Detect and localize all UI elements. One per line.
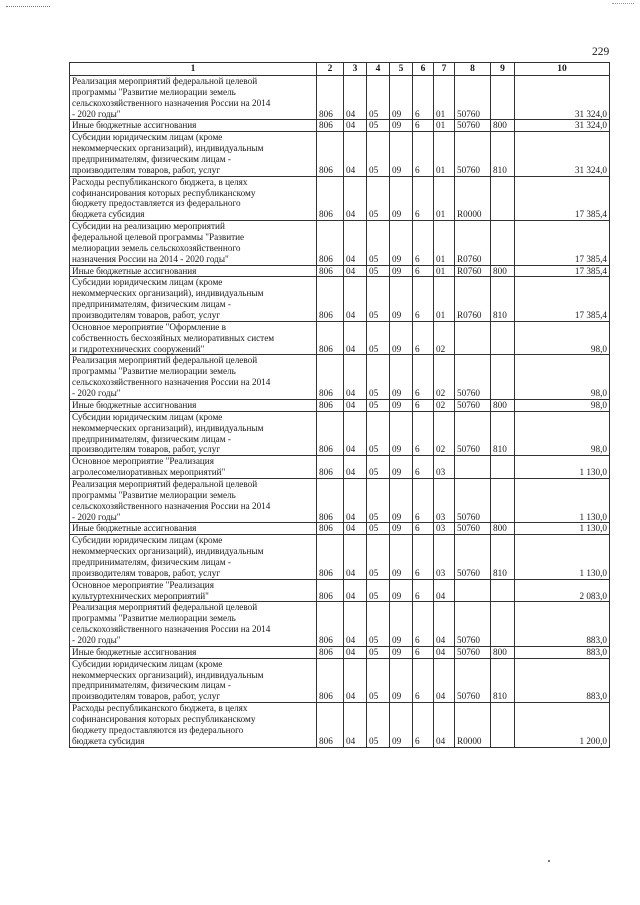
amount-cell: 1 130,0 [515,478,610,522]
expense-name-cell: Субсидии юридическим лицам (кроме некоммерческих организаций), индивидуальным предпринимателям, физическим лицам - производителям товаров, работ, услуг [70,277,317,321]
expense-name-cell: Основное мероприятие "Реализация агролесомелиоративных мероприятий" [70,456,317,479]
code-cell: 806 [317,646,344,658]
code-cell: 05 [367,646,390,658]
code-cell: 05 [367,132,390,176]
table-row [70,535,610,579]
code-cell: 09 [390,478,413,522]
code-cell: 05 [367,658,390,702]
table-row [70,478,610,522]
code-cell: 05 [367,456,390,479]
code-cell: 04 [344,535,367,579]
budget-table [69,62,610,748]
code-cell: 09 [390,703,413,747]
code-cell: 800 [491,120,515,132]
code-cell: 09 [390,221,413,265]
code-cell: 50760 [455,658,491,702]
code-cell: 09 [390,277,413,321]
column-header: 9 [491,63,515,76]
code-cell: 01 [434,76,455,120]
code-cell: 04 [344,399,367,411]
code-cell: 09 [390,411,413,455]
code-cell: 05 [367,579,390,602]
code-cell: 50760 [455,76,491,120]
code-cell: 01 [434,176,455,220]
column-header: 1 [70,63,317,76]
code-cell: 09 [390,76,413,120]
code-cell: 04 [344,176,367,220]
code-cell: 6 [413,523,434,535]
code-cell: 04 [344,411,367,455]
expense-name-cell: Реализация мероприятий федеральной целевой программы "Развитие мелиорации земель сельскохозяйственного назначения России на 2014 - 2020 годы" [70,602,317,646]
code-cell: 806 [317,579,344,602]
code-cell: R0760 [455,277,491,321]
column-header: 3 [344,63,367,76]
code-cell: 806 [317,478,344,522]
code-cell: 05 [367,355,390,399]
table-row [70,703,610,747]
code-cell: 05 [367,602,390,646]
code-cell: 05 [367,703,390,747]
column-header: 6 [413,63,434,76]
code-cell: 04 [344,132,367,176]
code-cell: R0000 [455,703,491,747]
code-cell: 6 [413,321,434,355]
expense-name-cell: Субсидии на реализацию мероприятий федеральной целевой программы "Развитие мелиорации земель сельскохозяйственного назначения России на 2014 - 2020 годы" [70,221,317,265]
code-cell: 09 [390,523,413,535]
table-row [70,602,610,646]
code-cell: 6 [413,221,434,265]
code-cell: 806 [317,277,344,321]
code-cell: 806 [317,703,344,747]
code-cell [491,176,515,220]
code-cell: 04 [434,658,455,702]
code-cell: 04 [344,658,367,702]
code-cell: 05 [367,411,390,455]
code-cell: 800 [491,265,515,277]
expense-name-cell: Реализация мероприятий федеральной целевой программы "Развитие мелиорации земель сельскохозяйственного назначения России на 2014 - 2020 годы" [70,76,317,120]
code-cell: 6 [413,703,434,747]
code-cell: 806 [317,76,344,120]
code-cell: 01 [434,277,455,321]
code-cell: 810 [491,535,515,579]
code-cell: 05 [367,478,390,522]
code-cell: 806 [317,535,344,579]
code-cell: 50760 [455,132,491,176]
table-row [70,221,610,265]
code-cell [455,321,491,355]
code-cell: 50760 [455,478,491,522]
expense-name-cell: Иные бюджетные ассигнования [70,399,317,411]
table-row [70,277,610,321]
code-cell: 6 [413,132,434,176]
table-row [70,523,610,535]
table-row [70,355,610,399]
code-cell: 50760 [455,355,491,399]
amount-cell: 98,0 [515,399,610,411]
code-cell: 806 [317,176,344,220]
page-number: 229 [592,46,610,58]
code-cell: 806 [317,658,344,702]
code-cell: 806 [317,399,344,411]
code-cell [491,579,515,602]
code-cell: 04 [344,321,367,355]
amount-cell: 31 324,0 [515,132,610,176]
expense-name-cell: Иные бюджетные ассигнования [70,265,317,277]
code-cell: 6 [413,535,434,579]
amount-cell: 17 385,4 [515,265,610,277]
code-cell: 04 [434,602,455,646]
code-cell: 05 [367,176,390,220]
code-cell: 09 [390,355,413,399]
expense-name-cell: Иные бюджетные ассигнования [70,523,317,535]
amount-cell: 31 324,0 [515,120,610,132]
code-cell: R0760 [455,265,491,277]
column-header: 10 [515,63,610,76]
code-cell: 50760 [455,411,491,455]
amount-cell: 31 324,0 [515,76,610,120]
table-row [70,132,610,176]
code-cell: 6 [413,411,434,455]
amount-cell: 98,0 [515,355,610,399]
code-cell [491,76,515,120]
code-cell: 806 [317,120,344,132]
code-cell: 04 [344,703,367,747]
amount-cell: 98,0 [515,411,610,455]
code-cell: 806 [317,221,344,265]
code-cell: 05 [367,535,390,579]
code-cell: 02 [434,321,455,355]
column-header: 8 [455,63,491,76]
code-cell: 6 [413,76,434,120]
code-cell: 6 [413,120,434,132]
code-cell [491,355,515,399]
expense-name-cell: Основное мероприятие "Реализация культуртехнических мероприятий" [70,579,317,602]
code-cell: 6 [413,658,434,702]
amount-cell: 1 200,0 [515,703,610,747]
table-header-row [70,63,610,76]
code-cell: 806 [317,602,344,646]
code-cell: 6 [413,602,434,646]
table-row [70,456,610,479]
code-cell: R0760 [455,221,491,265]
code-cell: 05 [367,399,390,411]
expense-name-cell: Иные бюджетные ассигнования [70,646,317,658]
amount-cell: 883,0 [515,658,610,702]
code-cell: 6 [413,277,434,321]
code-cell: 05 [367,120,390,132]
code-cell [491,703,515,747]
code-cell: 03 [434,456,455,479]
code-cell: 03 [434,535,455,579]
table-body [70,76,610,748]
code-cell: 04 [344,277,367,321]
code-cell [491,456,515,479]
code-cell: 806 [317,456,344,479]
code-cell: 09 [390,132,413,176]
amount-cell: 17 385,4 [515,277,610,321]
code-cell: 03 [434,523,455,535]
code-cell [491,602,515,646]
expense-name-cell: Основное мероприятие "Оформление в собственность бесхозяйных мелиоративных систем и гидротехнических сооружений" [70,321,317,355]
expense-name-cell: Иные бюджетные ассигнования [70,120,317,132]
code-cell: 09 [390,321,413,355]
code-cell: 50760 [455,120,491,132]
code-cell [455,456,491,479]
column-header: 7 [434,63,455,76]
code-cell: 09 [390,399,413,411]
code-cell: 09 [390,176,413,220]
amount-cell: 2 083,0 [515,579,610,602]
code-cell: 09 [390,535,413,579]
code-cell: 04 [344,646,367,658]
code-cell: 806 [317,321,344,355]
code-cell: 05 [367,277,390,321]
code-cell: 09 [390,120,413,132]
amount-cell: 17 385,4 [515,221,610,265]
table-row [70,579,610,602]
code-cell: 04 [434,579,455,602]
scan-artifact-mark [6,6,50,9]
column-header: 5 [390,63,413,76]
amount-cell: 883,0 [515,602,610,646]
code-cell: 806 [317,523,344,535]
code-cell: 806 [317,132,344,176]
amount-cell: 1 130,0 [515,535,610,579]
code-cell [491,221,515,265]
code-cell: 800 [491,399,515,411]
expense-name-cell: Субсидии юридическим лицам (кроме некоммерческих организаций), индивидуальным предпринимателям, физическим лицам - производителям товаров, работ, услуг [70,658,317,702]
code-cell: 6 [413,176,434,220]
code-cell: 09 [390,658,413,702]
code-cell: 04 [344,76,367,120]
amount-cell: 17 385,4 [515,176,610,220]
table-row [70,265,610,277]
table-row [70,399,610,411]
code-cell: 810 [491,132,515,176]
code-cell: 05 [367,221,390,265]
amount-cell: 1 130,0 [515,523,610,535]
code-cell: 09 [390,602,413,646]
code-cell: 806 [317,265,344,277]
code-cell: 04 [344,602,367,646]
code-cell: 50760 [455,646,491,658]
code-cell: 09 [390,265,413,277]
code-cell: 04 [344,579,367,602]
code-cell: 04 [344,120,367,132]
code-cell: 50760 [455,602,491,646]
code-cell: 05 [367,321,390,355]
scan-artifact-dot [548,860,550,862]
code-cell: 6 [413,478,434,522]
code-cell: 50760 [455,399,491,411]
code-cell: 6 [413,355,434,399]
expense-name-cell: Реализация мероприятий федеральной целевой программы "Развитие мелиорации земель сельскохозяйственного назначения России на 2014 - 2020 годы" [70,355,317,399]
expense-name-cell: Субсидии юридическим лицам (кроме некоммерческих организаций), индивидуальным предпринимателям, физическим лицам - производителям товаров, работ, услуг [70,132,317,176]
code-cell: 04 [344,478,367,522]
code-cell: 09 [390,646,413,658]
code-cell: 6 [413,646,434,658]
code-cell: 6 [413,579,434,602]
expense-name-cell: Субсидии юридическим лицам (кроме некоммерческих организаций), индивидуальным предпринимателям, физическим лицам - производителям товаров, работ, услуг [70,535,317,579]
code-cell: 04 [344,456,367,479]
code-cell: R0000 [455,176,491,220]
table-row [70,411,610,455]
code-cell: 02 [434,399,455,411]
code-cell: 800 [491,646,515,658]
amount-cell: 883,0 [515,646,610,658]
code-cell: 50760 [455,523,491,535]
code-cell: 806 [317,355,344,399]
code-cell: 810 [491,658,515,702]
expense-name-cell: Расходы республиканского бюджета, в целях софинансирования которых республиканскому бюджету предоставляются из федерального бюджета субсидия [70,703,317,747]
code-cell: 04 [344,221,367,265]
code-cell: 01 [434,120,455,132]
code-cell: 02 [434,411,455,455]
code-cell: 810 [491,411,515,455]
table-row [70,658,610,702]
code-cell: 01 [434,265,455,277]
expense-name-cell: Субсидии юридическим лицам (кроме некоммерческих организаций), индивидуальным предпринимателям, физическим лицам - производителям товаров, работ, услуг [70,411,317,455]
expense-name-cell: Расходы республиканского бюджета, в целях софинансирования которых республиканскому бюджету предоставляется из федерального бюджета субсидия [70,176,317,220]
code-cell: 6 [413,265,434,277]
code-cell: 01 [434,221,455,265]
code-cell: 09 [390,579,413,602]
code-cell: 6 [413,456,434,479]
code-cell: 01 [434,132,455,176]
code-cell: 05 [367,523,390,535]
amount-cell: 1 130,0 [515,456,610,479]
code-cell: 04 [434,646,455,658]
scan-artifact-mark [612,3,634,10]
code-cell: 04 [344,523,367,535]
code-cell: 04 [344,265,367,277]
table-row [70,321,610,355]
code-cell: 6 [413,399,434,411]
code-cell: 02 [434,355,455,399]
amount-cell: 98,0 [515,321,610,355]
code-cell: 03 [434,478,455,522]
table-row [70,176,610,220]
code-cell: 05 [367,265,390,277]
code-cell: 806 [317,411,344,455]
code-cell: 800 [491,523,515,535]
code-cell: 50760 [455,535,491,579]
code-cell [491,321,515,355]
column-header: 2 [317,63,344,76]
code-cell [455,579,491,602]
code-cell: 04 [344,355,367,399]
code-cell: 09 [390,456,413,479]
code-cell [491,478,515,522]
table-row [70,76,610,120]
code-cell: 810 [491,277,515,321]
table-row [70,120,610,132]
code-cell: 04 [434,703,455,747]
table-row [70,646,610,658]
column-header: 4 [367,63,390,76]
code-cell: 05 [367,76,390,120]
expense-name-cell: Реализация мероприятий федеральной целевой программы "Развитие мелиорации земель сельскохозяйственного назначения России на 2014 - 2020 годы" [70,478,317,522]
